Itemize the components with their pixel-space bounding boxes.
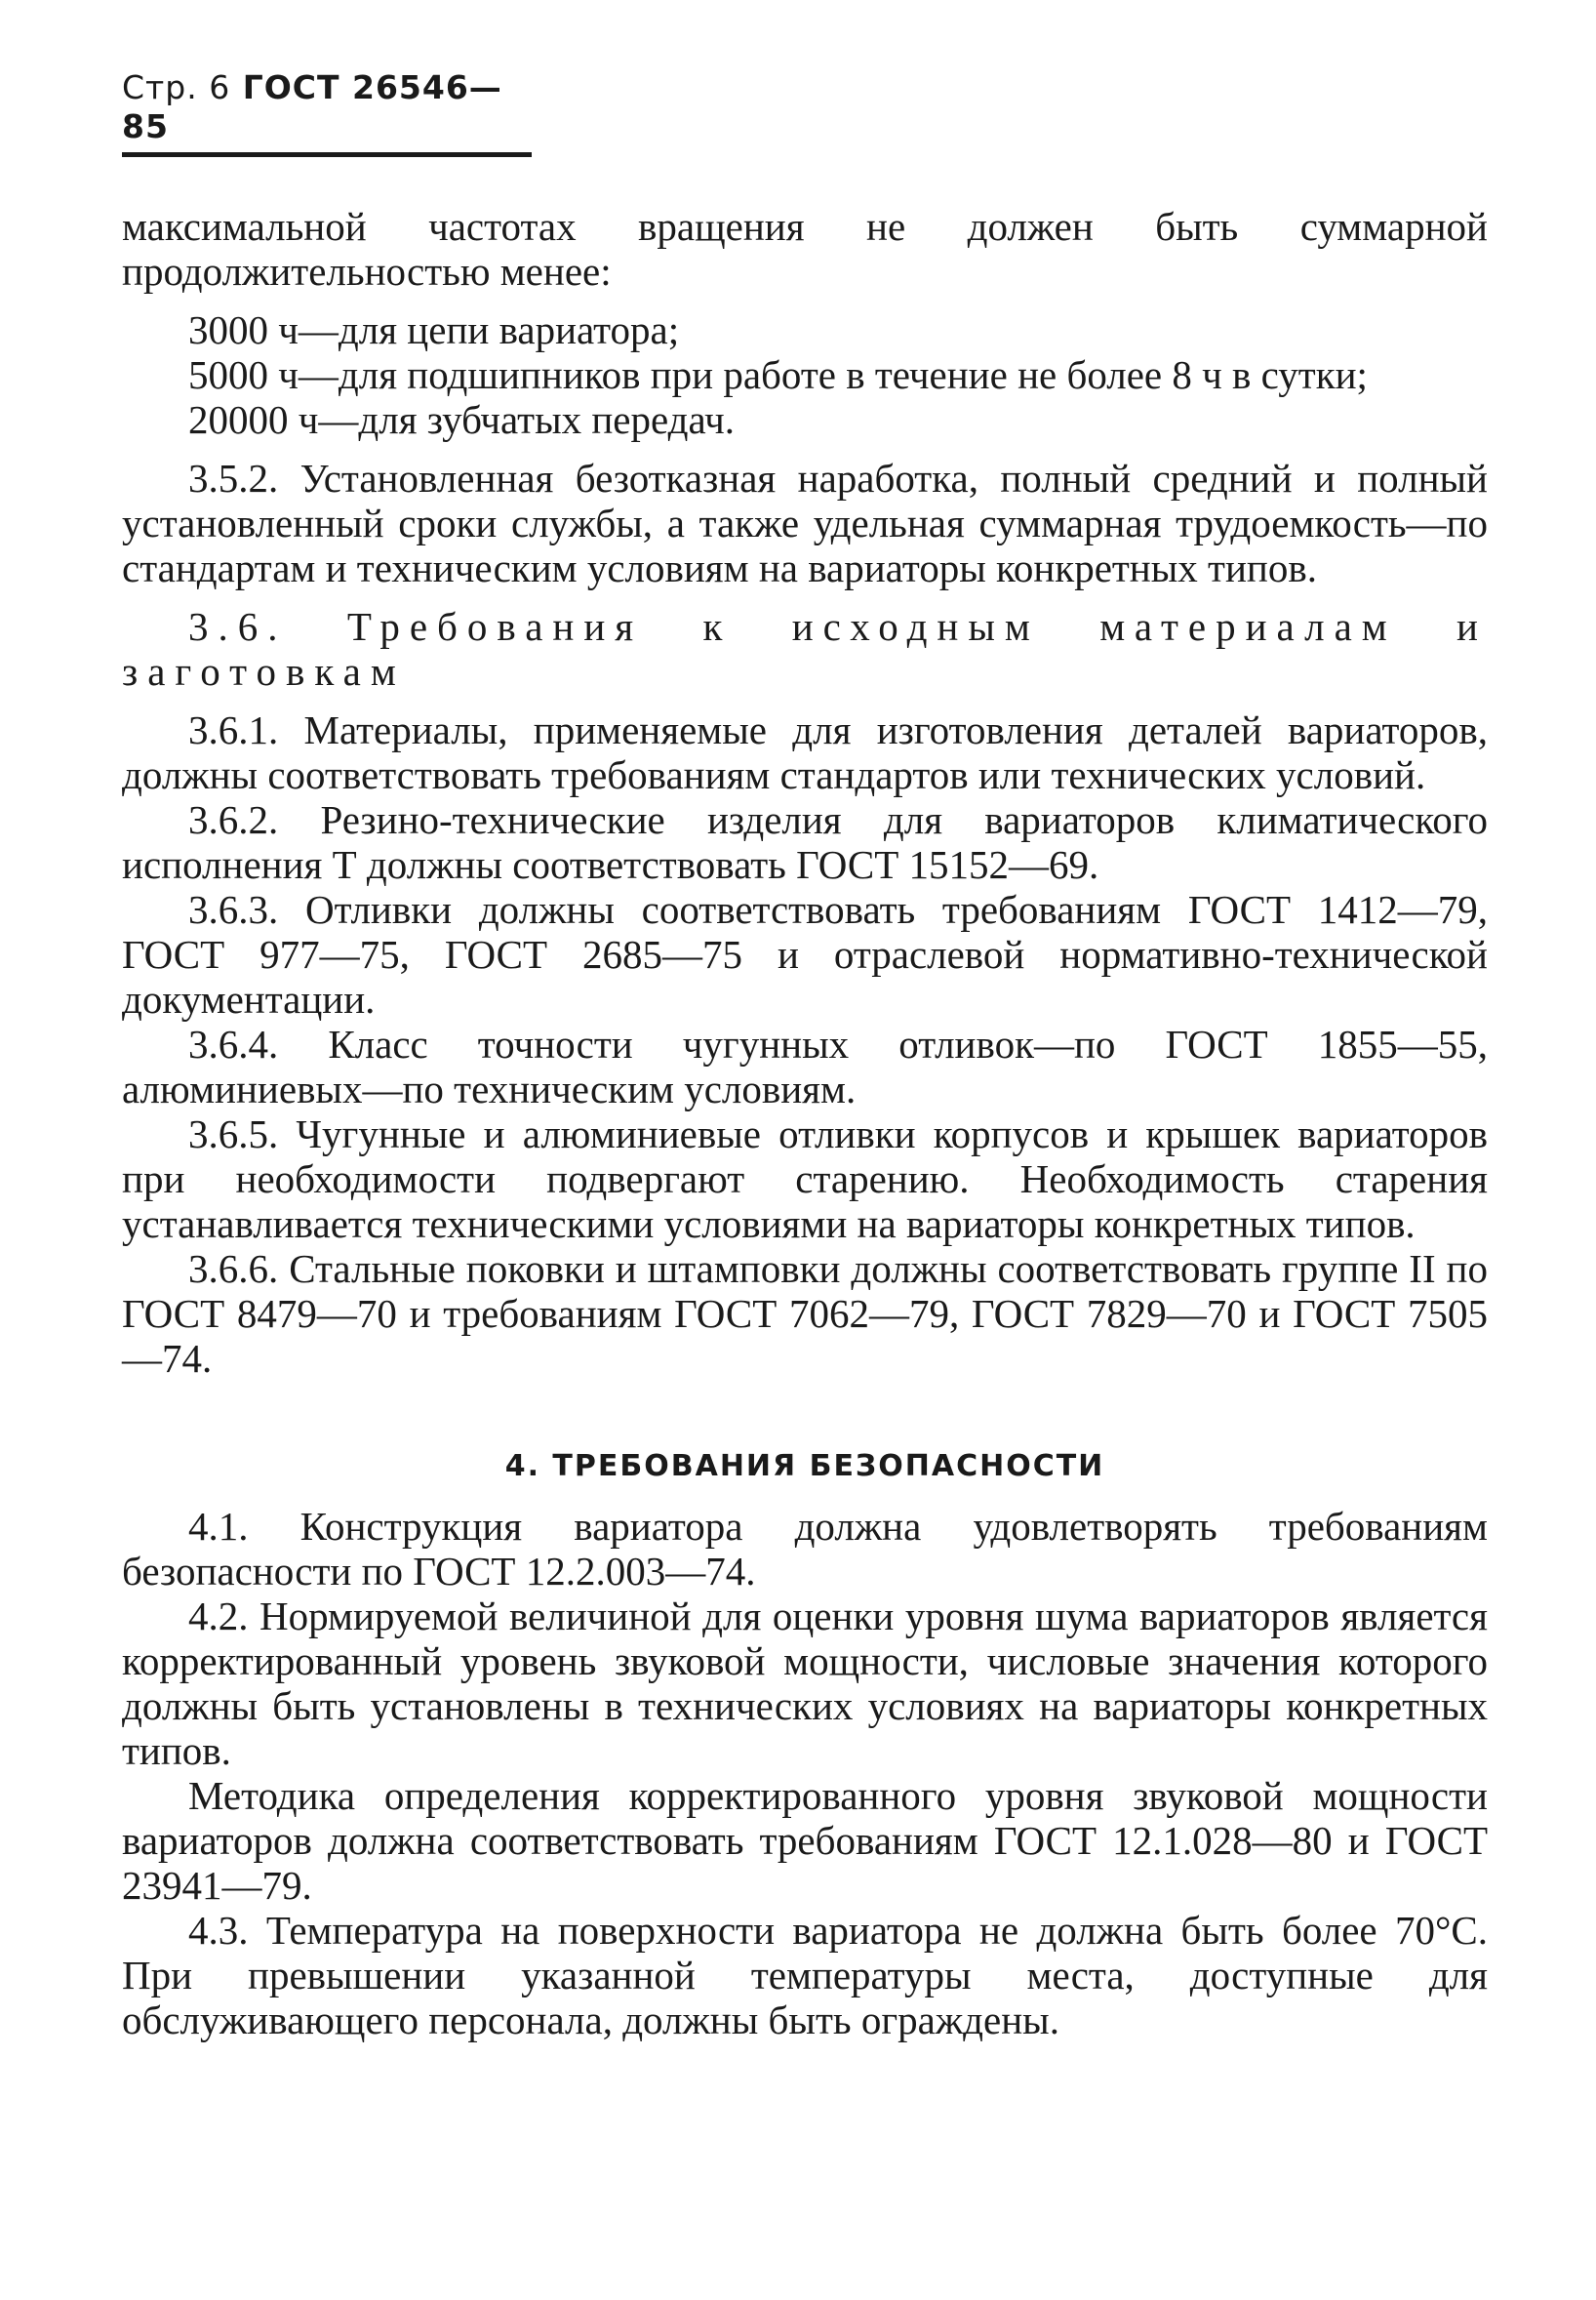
paragraph-4-3: 4.3. Температура на поверхности вариатора не должна быть более 70°С. При превышении указанной температуры места, доступные для обслуживающего персонала, должны быть ограждены.	[122, 1908, 1488, 2042]
paragraph-4-1: 4.1. Конструкция вариатора должна удовлетворять требованиям безопасности по ГОСТ 12.2.003—74.	[122, 1504, 1488, 1594]
paragraph-3000: 3000 ч—для цепи вариатора;	[188, 307, 680, 352]
paragraph-3-6-1: 3.6.1. Материалы, применяемые для изготовления деталей вариаторов, должны соответствовать требованиям стандартов или технических условий.	[122, 707, 1488, 797]
section-4-title: 4. ТРЕБОВАНИЯ БЕЗОПАСНОСТИ	[504, 1449, 1105, 1483]
paragraph-20000: 20000 ч—для зубчатых передач.	[188, 397, 735, 442]
paragraph-3-5-2: 3.5.2. Установленная безотказная наработка, полный средний и полный установленный сроки службы, а также удельная суммарная трудоемкость—по стандартам и техническим условиям на вариаторы конкретных типов.	[122, 456, 1488, 590]
paragraph-5000: 5000 ч—для подшипников при работе в течение не более 8 ч в сутки;	[188, 352, 1368, 397]
paragraph-3-6-4: 3.6.4. Класс точности чугунных отливок—по ГОСТ 1855—55, алюминиевых—по техническим условиям.	[122, 1022, 1488, 1111]
paragraph-3-6-6: 3.6.6. Стальные поковки и штамповки должны соответствовать группе II по ГОСТ 8479—70 и требованиям ГОСТ 7062—79, ГОСТ 7829—70 и ГОСТ 7505—74.	[122, 1246, 1488, 1381]
paragraph-3-6-3: 3.6.3. Отливки должны соответствовать требованиям ГОСТ 1412—79, ГОСТ 977—75, ГОСТ 2685—75 и отраслевой нормативно-технической документации.	[122, 887, 1488, 1022]
subsection-3-6-title: 3.6. Требования к исходным материалам и	[188, 604, 1488, 649]
document-page	[122, 68, 1488, 2042]
page-header	[122, 68, 532, 157]
paragraph-3-6-2: 3.6.2. Резино-технические изделия для вариаторов климатического исполнения Т должны соответствовать ГОСТ 15152—69.	[122, 797, 1488, 887]
body-text	[122, 204, 1488, 2042]
subsection-3-6-title-cont: заготовкам	[122, 649, 406, 694]
paragraph-4-2: 4.2. Нормируемой величиной для оценки уровня шума вариаторов является корректированный уровень звуковой мощности, числовые значения которого должны быть установлены в технических условиях на вариаторы конкретных типов.	[122, 1594, 1488, 1773]
page-number: Стр. 6	[122, 68, 231, 106]
paragraph-method: Методика определения корректированного уровня звуковой мощности вариаторов должна соответствовать требованиям ГОСТ 12.1.028—80 и ГОСТ 23941—79.	[122, 1773, 1488, 1908]
standard-number: ГОСТ 26546—85	[122, 68, 502, 145]
paragraph-continuation: максимальной частотах вращения не должен быть суммарной продолжительностью менее:	[122, 204, 1488, 294]
paragraph-3-6-5: 3.6.5. Чугунные и алюминиевые отливки корпусов и крышек вариаторов при необходимости подвергают старению. Необходимость старения устанавливается техническими условиями на вариаторы конкретных типов.	[122, 1111, 1488, 1246]
